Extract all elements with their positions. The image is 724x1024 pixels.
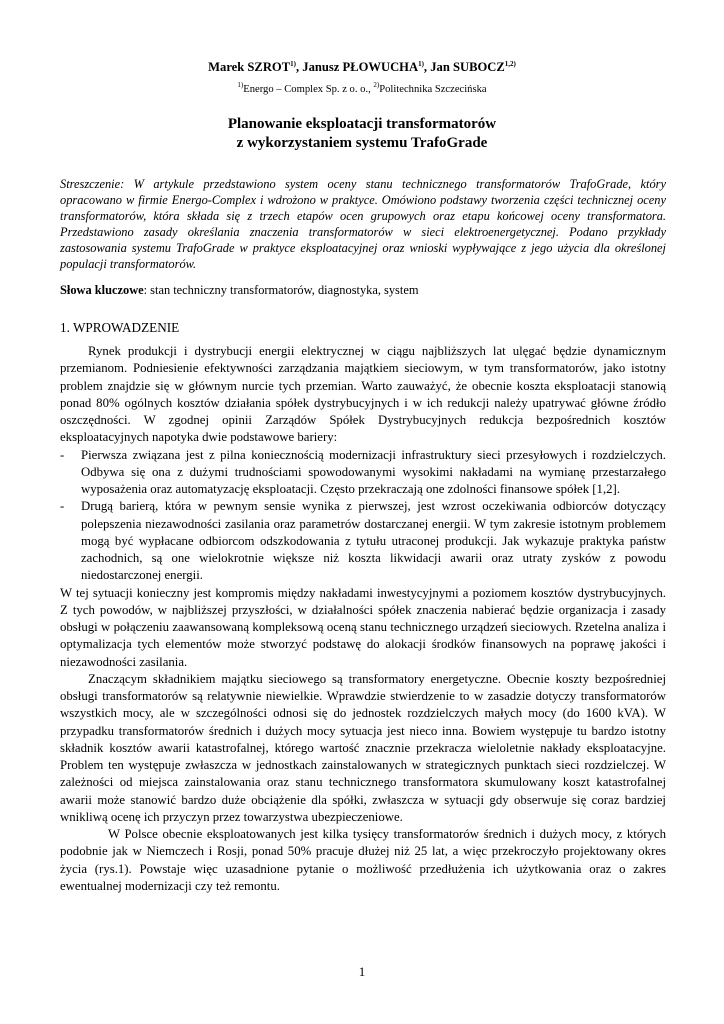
affiliation-marker: 1): [237, 81, 244, 89]
bullet-item: [60, 447, 666, 499]
author-name: , Jan SUBOCZ: [423, 60, 505, 74]
page-number: 1: [358, 964, 366, 979]
author-name: , Janusz PŁOWUCHA: [295, 60, 419, 74]
paragraph: W tej sytuacji konieczny jest kompromis między nakładami inwestycyjnymi a poziomem kosztów dystrybucyjnych. Z tych powodów, w najbliższej przyszłości, w działalności spółek znaczenia nabierać będzie organizacja i zasady obsługi w połączeniu zaawansowaną kompleksową oceną stanu technicznego urządzeń sieciowych. Rzetelna analiza i optymalizacja tych elementów może stworzyć podstawę do alokacji środków finansowych na poprawę jakości i niezawodności zasilania.: [60, 585, 666, 669]
bullet-text: Drugą barierą, która w pewnym sensie wynika z pierwszej, jest wzrost oczekiwania odbiorców dotyczący polepszenia niezawodności zasilania oraz parametrów dostarczanej energii. W tym zakresie istotnym problemem mogą być wypłacane odbiorcom odszkodowania z tytułu utraconej produkcji. Jak wykazuje praktyka państw zachodnich, są one wielokrotnie większe niż koszta likwidacji awarii oraz utraty zysków z powodu niedostarczonej energii.: [81, 499, 666, 583]
paragraph: W Polsce obecnie eksploatowanych jest kilka tysięcy transformatorów średnich i dużych mocy, z których podobnie jak w Niemczech i Rosji, ponad 50% pracuje dłużej niż 25 lat, a więc przekroczyło projektowany okres życia (rys.1). Powstaje więc uzasadnione pytanie o możliwość przedłużenia ich użytkowania oraz o zakres ewentualnej modernizacji czy też remontu.: [60, 827, 666, 893]
bullet-marker: -: [60, 499, 65, 514]
section-heading: 1. WPROWADZENIE: [60, 320, 180, 335]
affiliation: Energo – Complex Sp. z o. o.,: [243, 84, 374, 95]
paragraph: Rynek produkcji i dystrybucji energii elektrycznej w ciągu najbliższych lat ulęgać będzie dynamicznym przemianom. Podniesienie efektywności zarządzania majątkiem sieciowym, w tym transformatorów, jako istotny problem znajdzie się w głównym nurcie tych przemian. Warto zauważyć, że obecnie koszta eksploatacji stanowią ponad 80% ogólnych kosztów działania spółek dystrybucyjnych i w ich redukcji należy upatrywać główne źródło oszczędności. W zgodnej opinii Zarządów Spółek Dystrybucyjnych redukcja bezpośrednich kosztów eksploatacyjnych napotyka dwie podstawowe bariery:: [60, 344, 666, 445]
authors-line: [0, 60, 724, 75]
abstract: Streszczenie: W artykule przedstawiono system oceny stanu technicznego transformatorów TrafoGrade, który opracowano w firmie Energo-Complex i wdrożono w praktyce. Omówiono podstawy tworzenia części technicznej oceny transformatorów, która składa się z trzech etapów ocen grupowych oraz etapu końcowej oceny transformatora. Przedstawiono zasady określania znaczenia transformatorów w sieci elektroenergetycznej. Podano przykłady zastosowania systemu TrafoGrade w praktyce eksploatacyjnej oraz wnioski wypływające z jego użycia dla określonej populacji transformatorów.: [60, 177, 666, 272]
keywords-text: : stan techniczny transformatorów, diagnostyka, system: [143, 283, 419, 297]
title-line-1: Planowanie eksploatacji transformatorów: [227, 116, 497, 132]
affiliation-marker: 1,2): [504, 60, 516, 68]
affiliation-marker: 2): [373, 81, 380, 89]
bullet-item: [60, 498, 666, 584]
keywords: [60, 283, 666, 298]
bullet-marker: -: [60, 447, 65, 462]
section-body: [60, 343, 666, 895]
affiliations-line: [0, 81, 724, 95]
bullet-text: Pierwsza związana jest z pilna koniecznością modernizacji infrastruktury sieci przesyłowych i rozdzielczych. Odbywa się ona z dużymi trudnościami spowodowanymi wysokimi nakładami na wymianę przestarzałego wyposażenia oraz automatyzację eksploatacji. Często przekraczają one zdolności finansowe spółek [1,2].: [81, 447, 666, 496]
paragraph: Znaczącym składnikiem majątku sieciowego są transformatory energetyczne. Obecnie koszty bezpośredniej obsługi transformatorów są relatywnie niewielkie. Wprawdzie stwierdzenie to w zasadzie dotyczy transformatorów wszystkich mocy, ale w szczególności odnosi się do jednostek rozdzielczych małych mocy (do 1600 kVA). W przypadku transformatorów średnich i dużych mocy sytuacja jest nieco inna. Bowiem występuje tu bardzo istotny składnik kosztów awarii katastrofalnej, którego wartość znacznie przekracza wieloletnie nakłady eksploatacyjne. Problem ten występuje zwłaszcza w jednostkach zainstalowanych w strategicznych punktach sieci rozdzielczej. W zależności od miejsca zainstalowania oraz stanu technicznego transformatora skumulowany koszt katastrofalnej awarii może stanowić bardzo duże obciążenie dla spółki, zwłaszcza w sytuacji gdy obserwuje się coraz bardziej wnikliwą ocenę ich przyczyn przez towarzystwa ubezpieczeniowe.: [60, 671, 666, 824]
title-line-2: z wykorzystaniem systemu TrafoGrade: [236, 135, 488, 151]
affiliation-marker: 1): [418, 60, 424, 68]
affiliation: Politechnika Szczecińska: [379, 84, 487, 95]
affiliation-marker: 1): [290, 60, 296, 68]
keywords-label: Słowa kluczowe: [60, 283, 144, 297]
author-name: Marek SZROT: [208, 60, 291, 74]
paper-title: [0, 115, 724, 153]
